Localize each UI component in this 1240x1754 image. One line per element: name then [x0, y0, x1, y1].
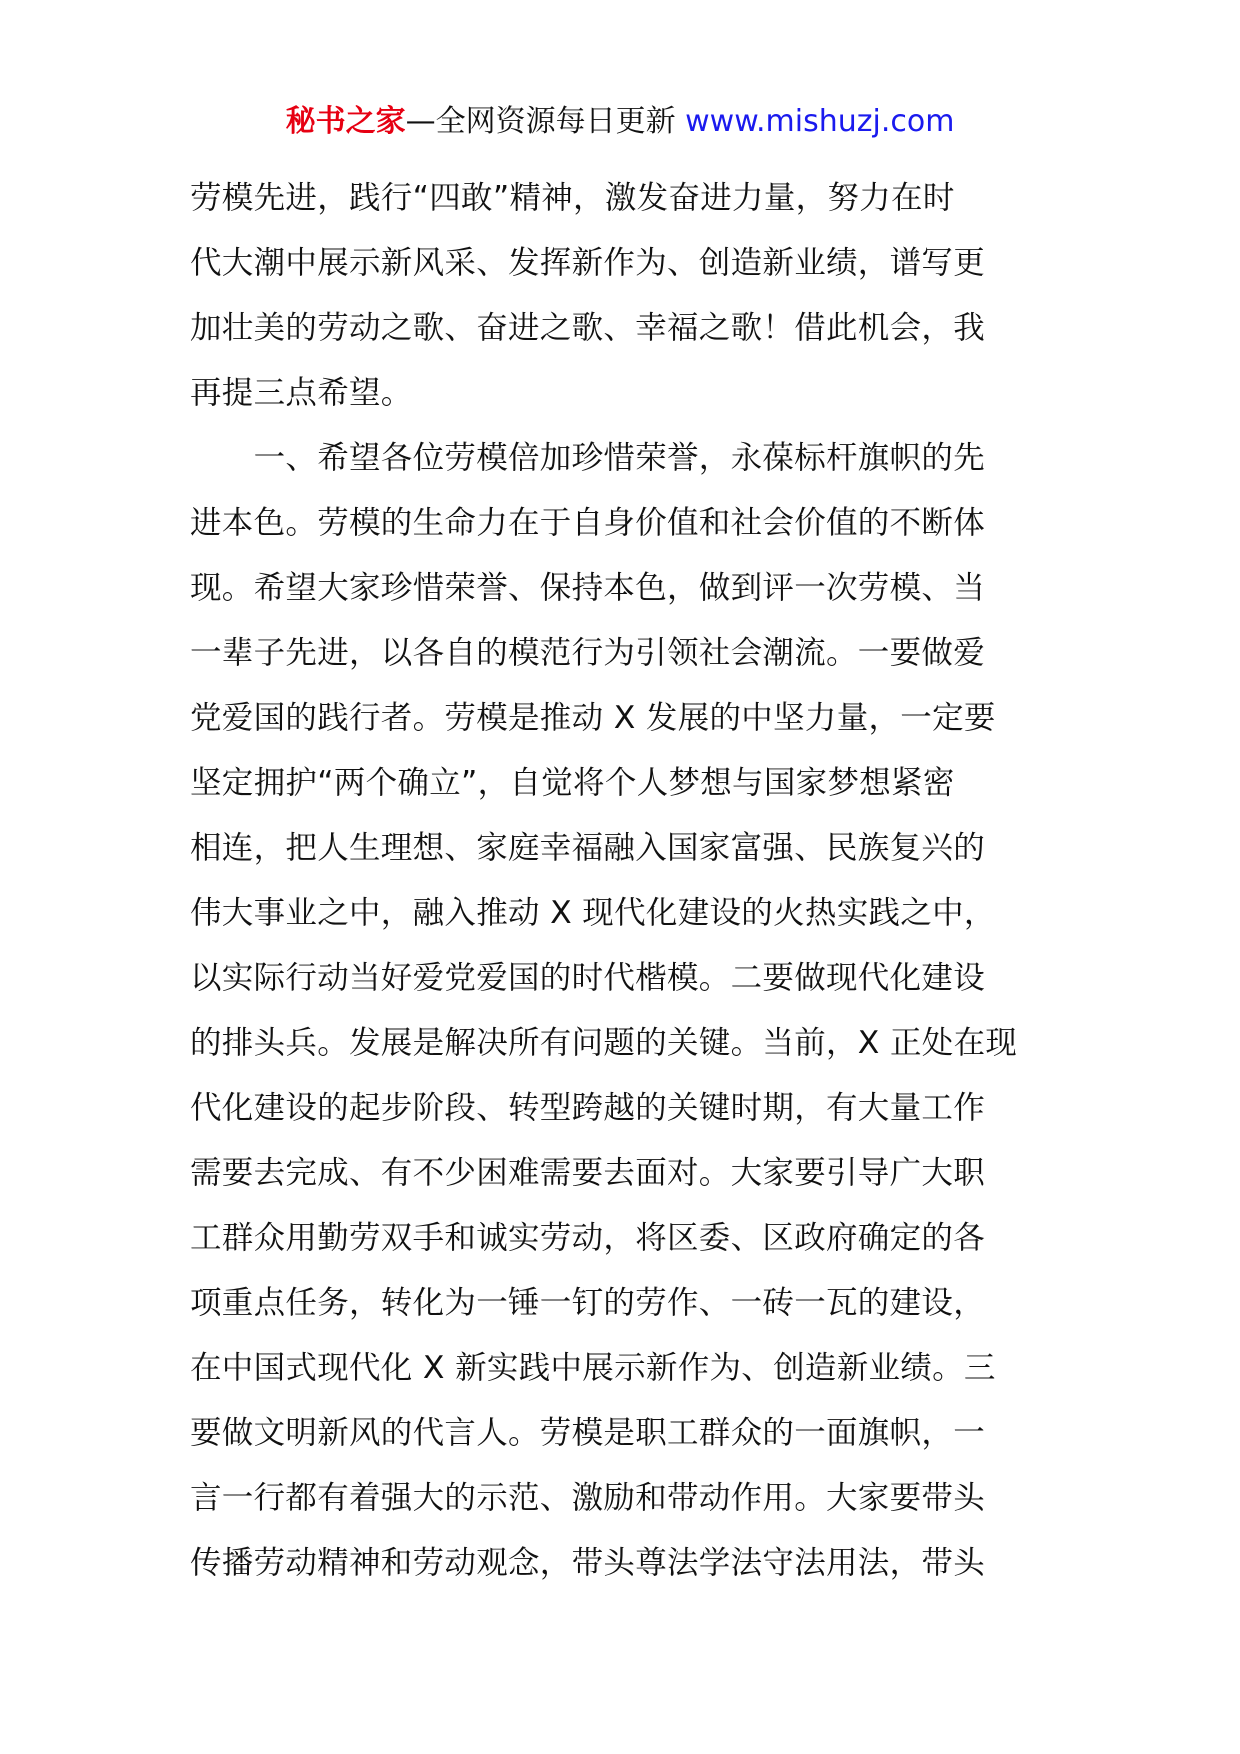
document-body: [190, 166, 1060, 1596]
text-line: 要做文明新风的代言人。劳模是职工群众的一面旗帜，一: [190, 1415, 986, 1451]
site-header: [0, 100, 1240, 144]
text-line: 伟大事业之中，融入推动 X 现代化建设的火热实践之中，: [190, 895, 996, 931]
text-line: 党爱国的践行者。劳模是推动 X 发展的中坚力量，一定要: [190, 700, 996, 736]
text-line: 代大潮中展示新风采、发挥新作为、创造新业绩，谱写更: [190, 245, 986, 281]
text-line: 现。希望大家珍惜荣誉、保持本色，做到评一次劳模、当: [190, 570, 986, 606]
header-tagline: —全网资源每日更新: [405, 104, 686, 139]
brand-name: 秘书之家: [285, 104, 406, 139]
text-line: 再提三点希望。: [190, 375, 413, 411]
text-line: 的排头兵。发展是解决所有问题的关键。当前，X 正处在现: [190, 1025, 1018, 1061]
text-line: 以实际行动当好爱党爱国的时代楷模。二要做现代化建设: [190, 960, 986, 996]
text-line: 坚定拥护“两个确立”，自觉将个人梦想与国家梦想紧密: [190, 765, 955, 801]
text-line: 项重点任务，转化为一锤一钉的劳作、一砖一瓦的建设，: [190, 1285, 986, 1321]
text-line: 一辈子先进，以各自的模范行为引领社会潮流。一要做爱: [190, 635, 986, 671]
text-line: 工群众用勤劳双手和诚实劳动，将区委、区政府确定的各: [190, 1220, 986, 1256]
text-line: 需要去完成、有不少困难需要去面对。大家要引导广大职: [190, 1155, 986, 1191]
text-line: 在中国式现代化 X 新实践中展示新作为、创造新业绩。三: [190, 1350, 996, 1386]
site-url-link[interactable]: www.mishuzj.com: [685, 104, 955, 139]
text-line: 代化建设的起步阶段、转型跨越的关键时期，有大量工作: [190, 1090, 986, 1126]
text-line: 言一行都有着强大的示范、激励和带动作用。大家要带头: [190, 1480, 986, 1516]
text-line: 传播劳动精神和劳动观念，带头尊法学法守法用法，带头: [190, 1545, 986, 1581]
section-heading-line: 一、希望各位劳模倍加珍惜荣誉，永葆标杆旗帜的先: [190, 440, 986, 476]
text-line: 劳模先进，践行“四敢”精神，激发奋进力量，努力在时: [190, 180, 955, 216]
text-line: 进本色。劳模的生命力在于自身价值和社会价值的不断体: [190, 505, 986, 541]
text-line: 相连，把人生理想、家庭幸福融入国家富强、民族复兴的: [190, 830, 986, 866]
text-line: 加壮美的劳动之歌、奋进之歌、幸福之歌！借此机会，我: [190, 310, 986, 346]
